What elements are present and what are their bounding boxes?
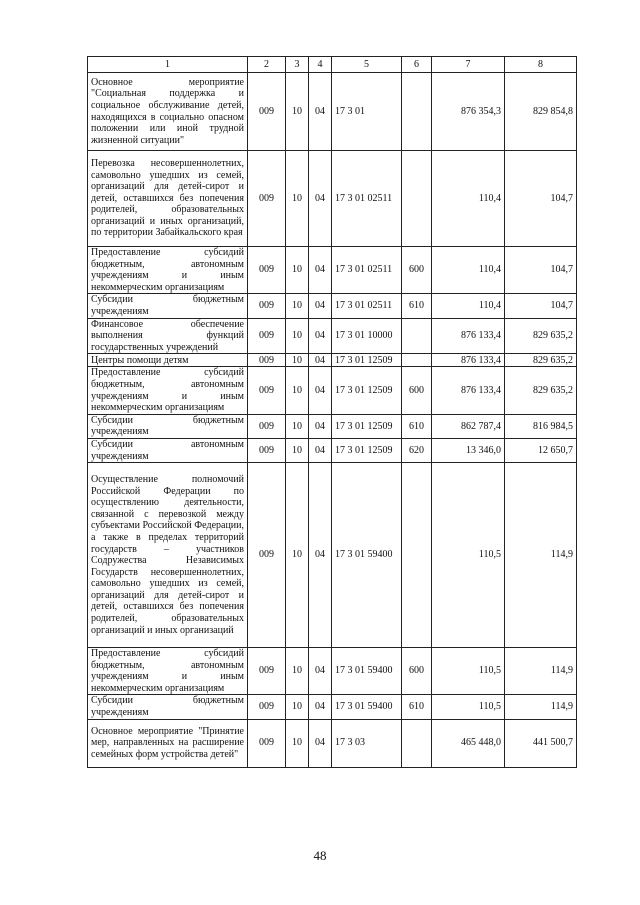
cell-target-article: 17 3 01 59400 — [332, 695, 402, 719]
cell-section: 10 — [286, 354, 309, 367]
cell-expense-type — [402, 151, 432, 247]
column-header: 7 — [432, 57, 505, 73]
cell-amount-col8: 104,7 — [505, 294, 577, 318]
table-body — [88, 73, 577, 768]
cell-section: 10 — [286, 695, 309, 719]
cell-name: Предоставление субсидий бюджетным, автономным учреждениям и иным некоммерческим организациям — [88, 648, 248, 695]
cell-amount-col7: 876 354,3 — [432, 73, 505, 151]
cell-section: 10 — [286, 318, 309, 354]
cell-name: Субсидии автономным учреждениям — [88, 438, 248, 462]
table-row — [88, 318, 577, 354]
cell-amount-col7: 465 448,0 — [432, 719, 505, 767]
cell-admin-code: 009 — [248, 151, 286, 247]
cell-target-article: 17 3 01 59400 — [332, 648, 402, 695]
cell-expense-type: 610 — [402, 695, 432, 719]
table-row — [88, 438, 577, 462]
cell-amount-col8: 104,7 — [505, 151, 577, 247]
cell-name: Перевозка несовершеннолетних, самовольно ушедших из семей, организаций для детей-сирот и детей, оставшихся без попечения родителей, образовательных организаций и иных организаций, по территории Забайкальского края — [88, 151, 248, 247]
cell-subsection: 04 — [309, 318, 332, 354]
cell-expense-type — [402, 318, 432, 354]
cell-subsection: 04 — [309, 151, 332, 247]
cell-subsection: 04 — [309, 695, 332, 719]
column-header: 3 — [286, 57, 309, 73]
cell-subsection: 04 — [309, 354, 332, 367]
column-header: 4 — [309, 57, 332, 73]
cell-target-article: 17 3 01 — [332, 73, 402, 151]
cell-amount-col7: 13 346,0 — [432, 438, 505, 462]
table-row — [88, 414, 577, 438]
cell-admin-code: 009 — [248, 719, 286, 767]
cell-target-article: 17 3 01 12509 — [332, 367, 402, 414]
cell-name: Центры помощи детям — [88, 354, 248, 367]
header-row — [88, 57, 577, 73]
cell-amount-col8: 829 635,2 — [505, 318, 577, 354]
cell-subsection: 04 — [309, 414, 332, 438]
cell-amount-col8: 114,9 — [505, 648, 577, 695]
budget-table — [87, 56, 577, 768]
cell-subsection: 04 — [309, 719, 332, 767]
cell-amount-col8: 829 635,2 — [505, 354, 577, 367]
cell-amount-col7: 110,5 — [432, 463, 505, 648]
cell-subsection: 04 — [309, 463, 332, 648]
cell-amount-col7: 876 133,4 — [432, 354, 505, 367]
cell-target-article: 17 3 01 02511 — [332, 247, 402, 294]
cell-amount-col8: 104,7 — [505, 247, 577, 294]
cell-admin-code: 009 — [248, 318, 286, 354]
cell-amount-col7: 876 133,4 — [432, 318, 505, 354]
cell-amount-col7: 110,4 — [432, 247, 505, 294]
cell-expense-type — [402, 719, 432, 767]
cell-name: Предоставление субсидий бюджетным, автономным учреждениям и иным некоммерческим организациям — [88, 247, 248, 294]
cell-name: Субсидии бюджетным учреждениям — [88, 695, 248, 719]
cell-expense-type — [402, 463, 432, 648]
cell-target-article: 17 3 01 12509 — [332, 438, 402, 462]
cell-amount-col8: 829 854,8 — [505, 73, 577, 151]
cell-name: Предоставление субсидий бюджетным, автономным учреждениям и иным некоммерческим организациям — [88, 367, 248, 414]
cell-target-article: 17 3 01 02511 — [332, 294, 402, 318]
cell-admin-code: 009 — [248, 73, 286, 151]
column-header: 8 — [505, 57, 577, 73]
column-header: 6 — [402, 57, 432, 73]
cell-amount-col8: 829 635,2 — [505, 367, 577, 414]
cell-target-article: 17 3 01 59400 — [332, 463, 402, 648]
cell-section: 10 — [286, 367, 309, 414]
page-number: 48 — [313, 848, 327, 863]
cell-amount-col8: 114,9 — [505, 463, 577, 648]
cell-amount-col8: 114,9 — [505, 695, 577, 719]
cell-name: Финансовое обеспечение выполнения функций государственных учреждений — [88, 318, 248, 354]
cell-amount-col7: 862 787,4 — [432, 414, 505, 438]
column-header: 5 — [332, 57, 402, 73]
cell-amount-col8: 12 650,7 — [505, 438, 577, 462]
cell-target-article: 17 3 01 12509 — [332, 414, 402, 438]
cell-admin-code: 009 — [248, 294, 286, 318]
cell-subsection: 04 — [309, 648, 332, 695]
cell-expense-type — [402, 73, 432, 151]
cell-section: 10 — [286, 648, 309, 695]
cell-admin-code: 009 — [248, 695, 286, 719]
table-row — [88, 695, 577, 719]
cell-amount-col7: 110,4 — [432, 294, 505, 318]
cell-section: 10 — [286, 151, 309, 247]
cell-expense-type: 600 — [402, 367, 432, 414]
cell-expense-type: 610 — [402, 294, 432, 318]
table-row — [88, 719, 577, 767]
cell-name: Осуществление полномочий Российской Федерации по осуществлению деятельности, связанной с перевозкой между субъектами Российской Федерации, а также в пределах территорий государств – участников Содружества Независимых Государств несовершеннолетних, самовольно ушедших из семей, организаций для детей-сирот и детей, оставшихся без попечения родителей, образовательных организаций и иных организаций — [88, 463, 248, 648]
cell-subsection: 04 — [309, 294, 332, 318]
cell-section: 10 — [286, 247, 309, 294]
column-header: 2 — [248, 57, 286, 73]
cell-section: 10 — [286, 438, 309, 462]
cell-target-article: 17 3 03 — [332, 719, 402, 767]
cell-name: Основное мероприятие "Принятие мер, направленных на расширение семейных форм устройства детей" — [88, 719, 248, 767]
cell-section: 10 — [286, 294, 309, 318]
cell-subsection: 04 — [309, 247, 332, 294]
cell-section: 10 — [286, 463, 309, 648]
table-row — [88, 354, 577, 367]
table-row — [88, 294, 577, 318]
cell-amount-col7: 876 133,4 — [432, 367, 505, 414]
cell-admin-code: 009 — [248, 438, 286, 462]
table-row — [88, 151, 577, 247]
cell-expense-type: 610 — [402, 414, 432, 438]
cell-amount-col7: 110,5 — [432, 648, 505, 695]
cell-admin-code: 009 — [248, 463, 286, 648]
cell-section: 10 — [286, 719, 309, 767]
cell-name: Субсидии бюджетным учреждениям — [88, 414, 248, 438]
cell-expense-type — [402, 354, 432, 367]
cell-admin-code: 009 — [248, 414, 286, 438]
table-row — [88, 463, 577, 648]
cell-subsection: 04 — [309, 438, 332, 462]
cell-expense-type: 620 — [402, 438, 432, 462]
column-header: 1 — [88, 57, 248, 73]
table-row — [88, 73, 577, 151]
table-row — [88, 367, 577, 414]
cell-admin-code: 009 — [248, 367, 286, 414]
cell-admin-code: 009 — [248, 247, 286, 294]
table-row — [88, 247, 577, 294]
cell-subsection: 04 — [309, 367, 332, 414]
cell-subsection: 04 — [309, 73, 332, 151]
cell-amount-col7: 110,5 — [432, 695, 505, 719]
cell-expense-type: 600 — [402, 648, 432, 695]
cell-section: 10 — [286, 73, 309, 151]
cell-amount-col8: 441 500,7 — [505, 719, 577, 767]
cell-amount-col7: 110,4 — [432, 151, 505, 247]
cell-section: 10 — [286, 414, 309, 438]
cell-name: Субсидии бюджетным учреждениям — [88, 294, 248, 318]
cell-admin-code: 009 — [248, 354, 286, 367]
cell-admin-code: 009 — [248, 648, 286, 695]
cell-target-article: 17 3 01 02511 — [332, 151, 402, 247]
cell-expense-type: 600 — [402, 247, 432, 294]
table-row — [88, 648, 577, 695]
cell-target-article: 17 3 01 10000 — [332, 318, 402, 354]
cell-name: Основное мероприятие "Социальная поддержка и социальное обслуживание детей, находящихся в социально опасном положении или иной трудной жизненной ситуации" — [88, 73, 248, 151]
cell-target-article: 17 3 01 12509 — [332, 354, 402, 367]
cell-amount-col8: 816 984,5 — [505, 414, 577, 438]
